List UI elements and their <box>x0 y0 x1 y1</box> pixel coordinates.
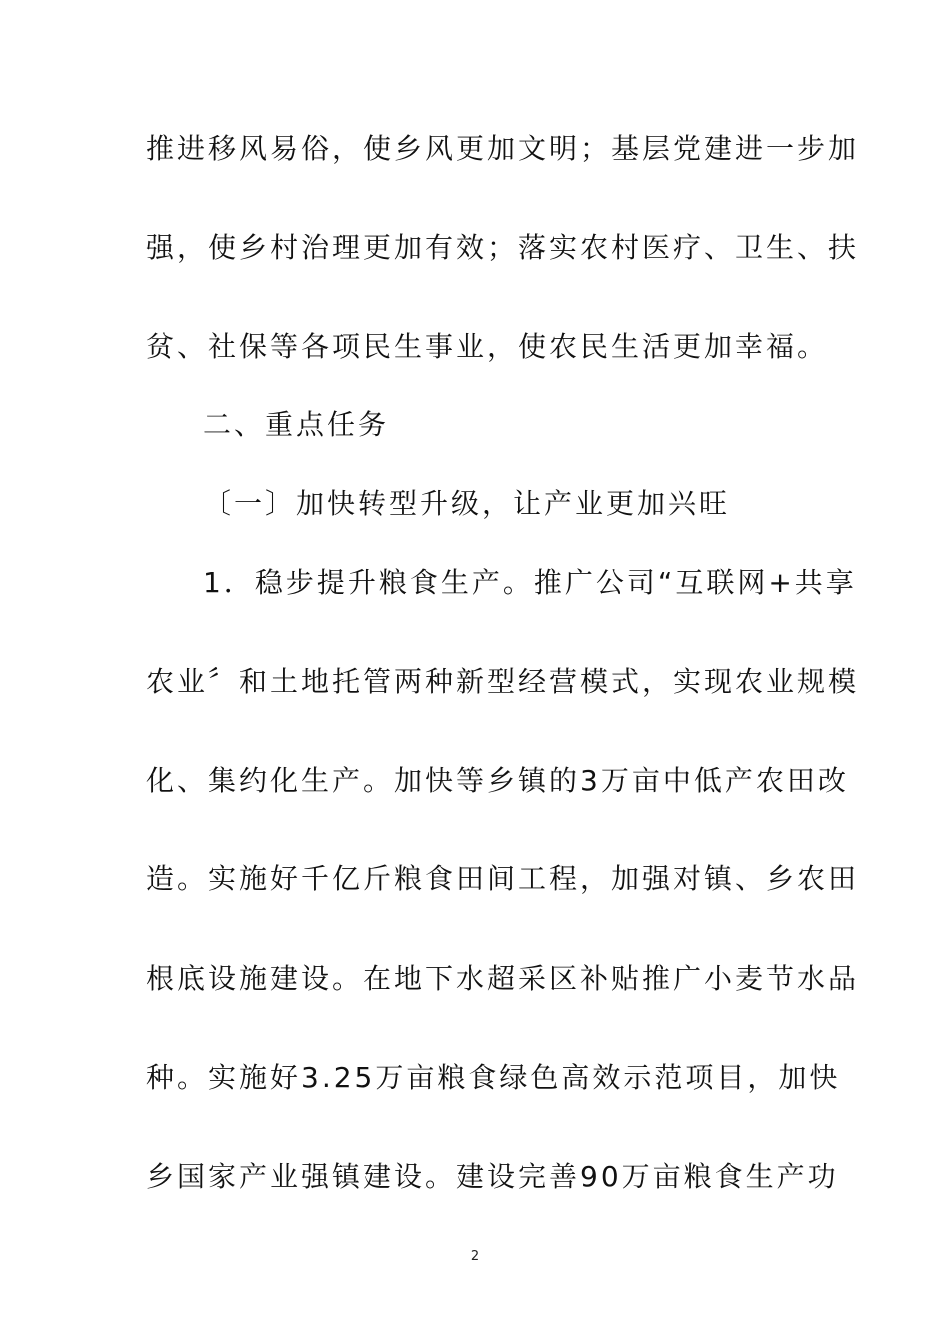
text-line-8: 化、集约化生产。加快等乡镇的3万亩中低产农田改 <box>146 764 849 797</box>
page-number: 2 <box>470 1249 480 1264</box>
text-line-7: 农业〞和土地托管两种新型经营模式，实现农业规模 <box>146 665 860 698</box>
subsection-heading: 〔一〕加快转型升级，让产业更加兴旺 <box>203 487 731 520</box>
text-line-6: 1．稳步提升粮食生产。推广公司“互联网+共享 <box>203 566 857 599</box>
text-line-1: 推进移风易俗，使乡风更加文明；基层党建进一步加 <box>146 132 860 165</box>
text-line-11: 种。实施好3.25万亩粮食绿色高效示范项目，加快 <box>146 1061 841 1094</box>
text-line-9: 造。实施好千亿斤粮食田间工程，加强对镇、乡农田 <box>146 862 860 895</box>
text-line-10: 根底设施建设。在地下水超采区补贴推广小麦节水品 <box>146 962 860 995</box>
text-line-12: 乡国家产业强镇建设。建设完善90万亩粮食生产功 <box>146 1160 839 1193</box>
text-line-2: 强，使乡村治理更加有效；落实农村医疗、卫生、扶 <box>146 231 860 264</box>
section-heading: 二、重点任务 <box>203 408 390 441</box>
text-line-3: 贫、社保等各项民生事业，使农民生活更加幸福。 <box>146 330 829 363</box>
